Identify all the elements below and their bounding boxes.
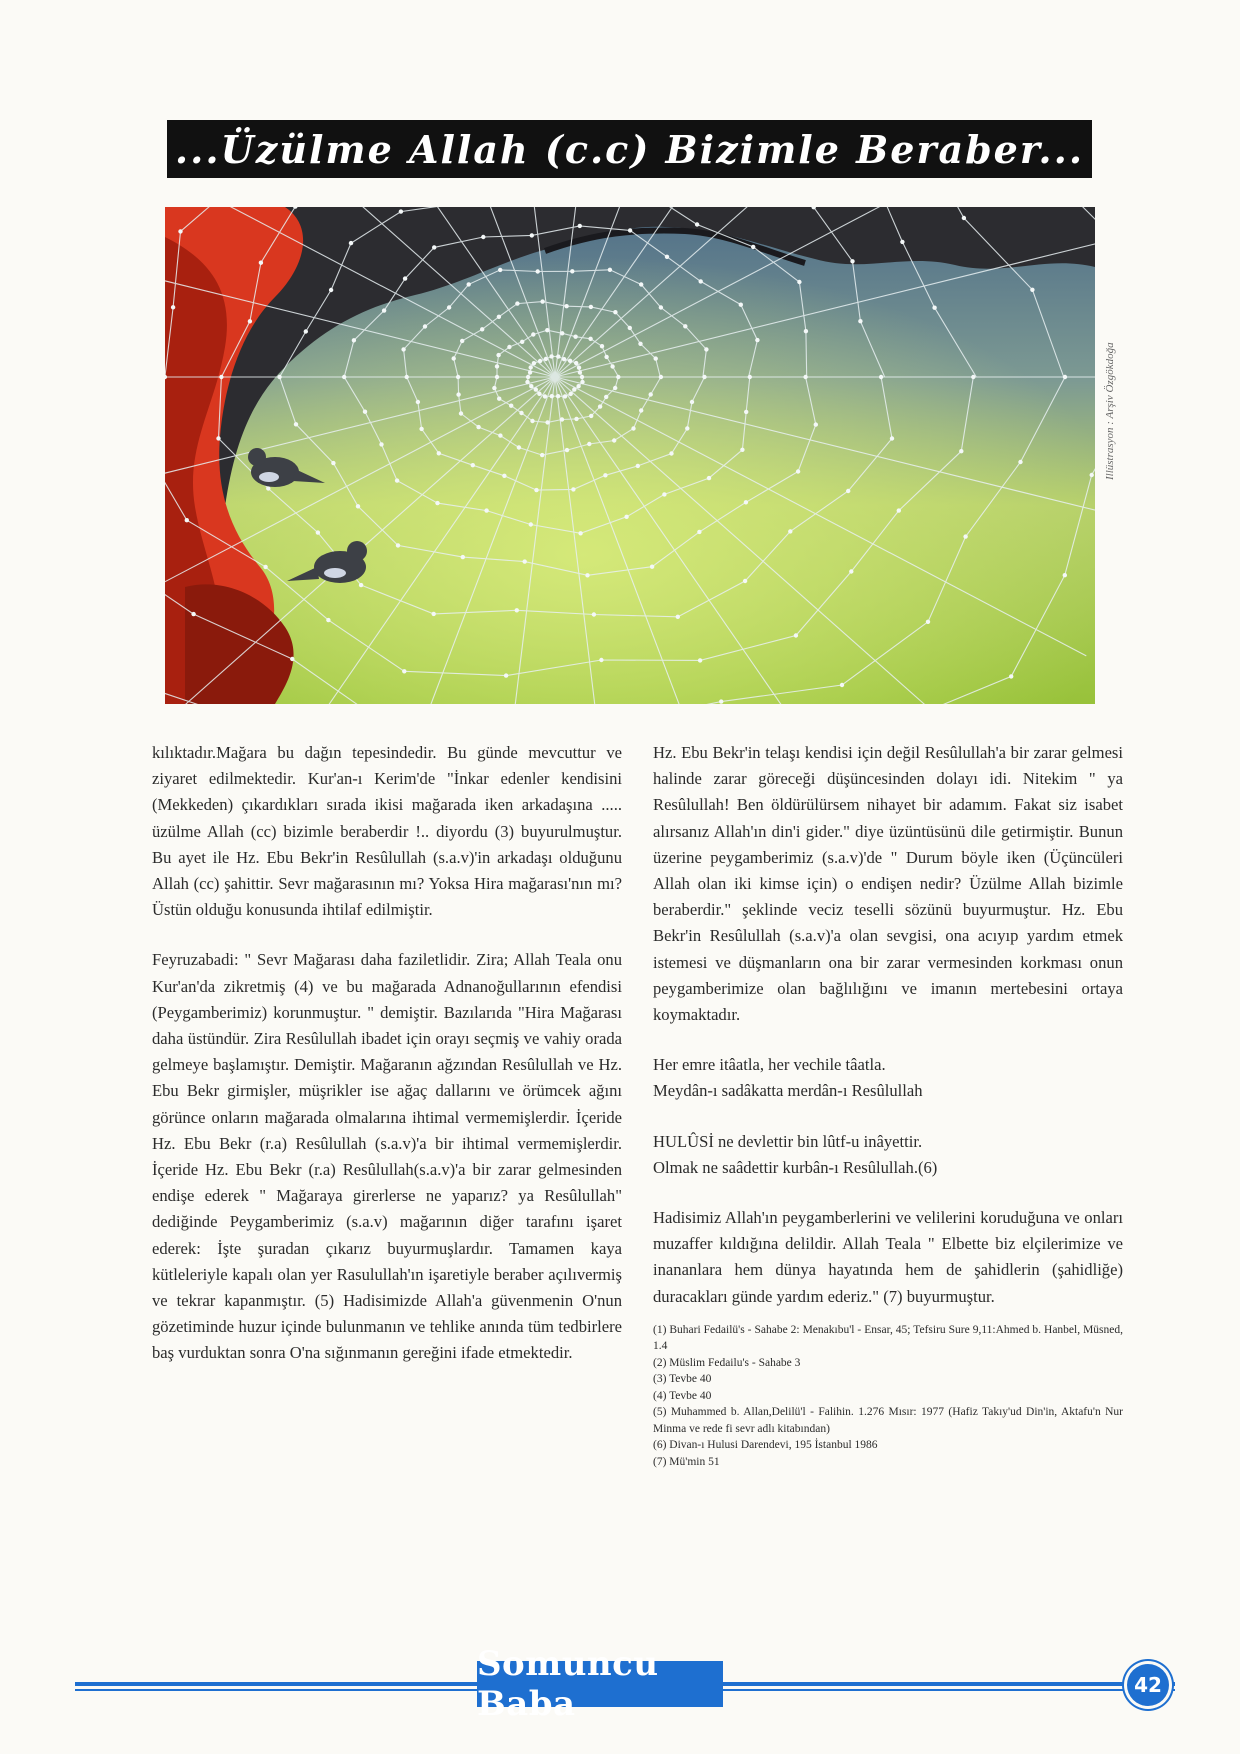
paragraph: Feyruzabadi: " Sevr Mağarası daha faziletlidir. Zira; Allah Teala onu Kur'an'da zikretmiş (4) ve bu mağarada Adnanoğullarının efendisi (Peygamberimiz) korunmuştur. " demiştir. Bazılarıda "Hira Mağarası daha üstündür. Zira Resûlullah ibadet için orayı seçmiş ve vahiy orada gelmeye başlamıştır. Demiştir. Mağaranın ağzından Resûlullah ve Hz. Ebu Bekr girmişler, müşrikler ise ağaç dallarını ve örümcek ağını görünce onların mağarada olmalarına ihtimal vermemişlerdir. İçeride Hz. Ebu Bekr (r.a) Resûlullah (s.a.v)'a bir ihtimal vermemişlerdir. İçeride Hz. Ebu Bekr (r.a) Resûlullah(s.a.v)'a bir zarar gelmesinden endişe ederek " Mağaraya girerlerse ne yaparız? ya Resûlullah" dediğinde Peygamberimiz (s.a.v) mağarının diğer tarafını işaret ederek: İşte şuradan çıkarız buyurmuşlardır. Tamamen kaya kütleleriyle kapalı olan yer Rasulullah'ın işaretiyle beraber açılıvermiş ve tekrar kapanmıştır. (5) Hadisimizde Allah'a güvenmenin O'nun gözetiminde huzur içinde bulunmanın ve tehlike anında tüm tedbirlere baş vurduktan sonra O'na sığınmanın gereğini ifade etmektedir. xyxy=(152,950,622,1363)
footnote: (1) Buhari Fedailü's - Sahabe 2: Menakıbu'l - Ensar, 45; Tefsiru Sure 9,11:Ahmed b. Hanbel, Müsned, 1.4 xyxy=(653,1323,1123,1353)
magazine-brand: Somuncu Baba xyxy=(477,1661,723,1707)
footnote: (6) Divan-ı Hulusi Darendevi, 195 İstanbul 1986 xyxy=(653,1439,878,1452)
footnotes xyxy=(653,1322,1123,1471)
poem-line: Meydân-ı sadâkatta merdân-ı Resûlullah xyxy=(653,1081,923,1101)
footnote: (3) Tevbe 40 xyxy=(653,1373,712,1386)
paragraph: kılıktadır.Mağara bu dağın tepesindedir. Bu günde mevcuttur ve ziyaret edilmektedir. Kur'an-ı Kerim'de "İnkar edenler kendisini (Mekkeden) çıkardıkları sırada ikisi mağarada iken arkadaşına ..... üzülme Allah (cc) bizimle beraberdir !.. diyordu (3) buyurulmuştur. Bu ayet ile Hz. Ebu Bekr'in Resûlullah (s.a.v)'in arkadaşı olduğunu Allah (cc) şahittir. Sevr mağarasının mı? Yoksa Hira mağarası'nın mı? Üstün olduğu konusunda ihtilaf edilmiştir. xyxy=(152,743,622,920)
footnote: (4) Tevbe 40 xyxy=(653,1389,712,1402)
poem-stanza xyxy=(653,1129,1123,1181)
poem-line: Her emre itâatla, her vechile tâatla. xyxy=(653,1055,886,1075)
footnote: (5) Muhammed b. Allan,Delilü'l - Falihin. 1.276 Mısır: 1977 (Hafiz Takıy'ud Din'in, Aktafu'n Nur Minma ve rede fi sevr adlı kitabından) xyxy=(653,1406,1123,1435)
illustration-credit: Illüstrasyon : Arşiv Özgökdoğa xyxy=(1104,342,1116,480)
poem-line: Olmak ne saâdettir kurbân-ı Resûlullah.(6) xyxy=(653,1157,938,1177)
left-column xyxy=(152,740,622,1391)
page-title: ...Üzülme Allah (c.c) Bizimle Beraber... xyxy=(167,120,1092,178)
poem-line: HULÛSİ ne devlettir bin lûtf-u inâyettir. xyxy=(653,1131,923,1151)
page-number: 42 xyxy=(1127,1664,1169,1706)
footnote: (7) Mü'min 51 xyxy=(653,1455,720,1468)
poem-stanza xyxy=(653,1052,1123,1104)
paragraph: Hadisimiz Allah'ın peygamberlerini ve velilerini koruduğuna ve onları muzaffer kıldığına delildir. Allah Teala " Elbette biz elçilerimize ve inananlara hem dünya hayatında hem de şahidlerin (şahidliğe) duracakları günde yardım ederiz." (7) buyurmuştur. xyxy=(653,1208,1123,1306)
footnote: (2) Müslim Fedailu's - Sahabe 3 xyxy=(653,1356,801,1369)
paragraph: Hz. Ebu Bekr'in telaşı kendisi için değil Resûlullah'a bir zarar gelmesi halinde zarar göreceği düşüncesinden dolayı idi. Nitekim " ya Resûlullah! Ben öldürülürsem nihayet bir adamım. Fakat siz isabet alırsanız Allah'ın din'i gider." diye üzüntüsünü dile getirmiştir. Bunun üzerine peygamberimiz (s.a.v)'de " Durum böyle iken (Üçüncüleri Allah olan iki kimse için) o endişen nedir? Üzülme Allah bizimle beraberdir." şeklinde veciz teselli sözünü buyurmuştur. Hz. Ebu Bekr'in Resûlullah (s.a.v)'a olan sevgisi, ona acıyıp yardım etmek istemesi ve düşmanların ona bir zarar vermesinden korkması onun peygamberimize olan bağlılığını ve imanın mertebesini ortaya koymaktadır. xyxy=(653,743,1123,1025)
cave-spiderweb-illustration xyxy=(165,207,1095,704)
right-column xyxy=(653,740,1123,1470)
